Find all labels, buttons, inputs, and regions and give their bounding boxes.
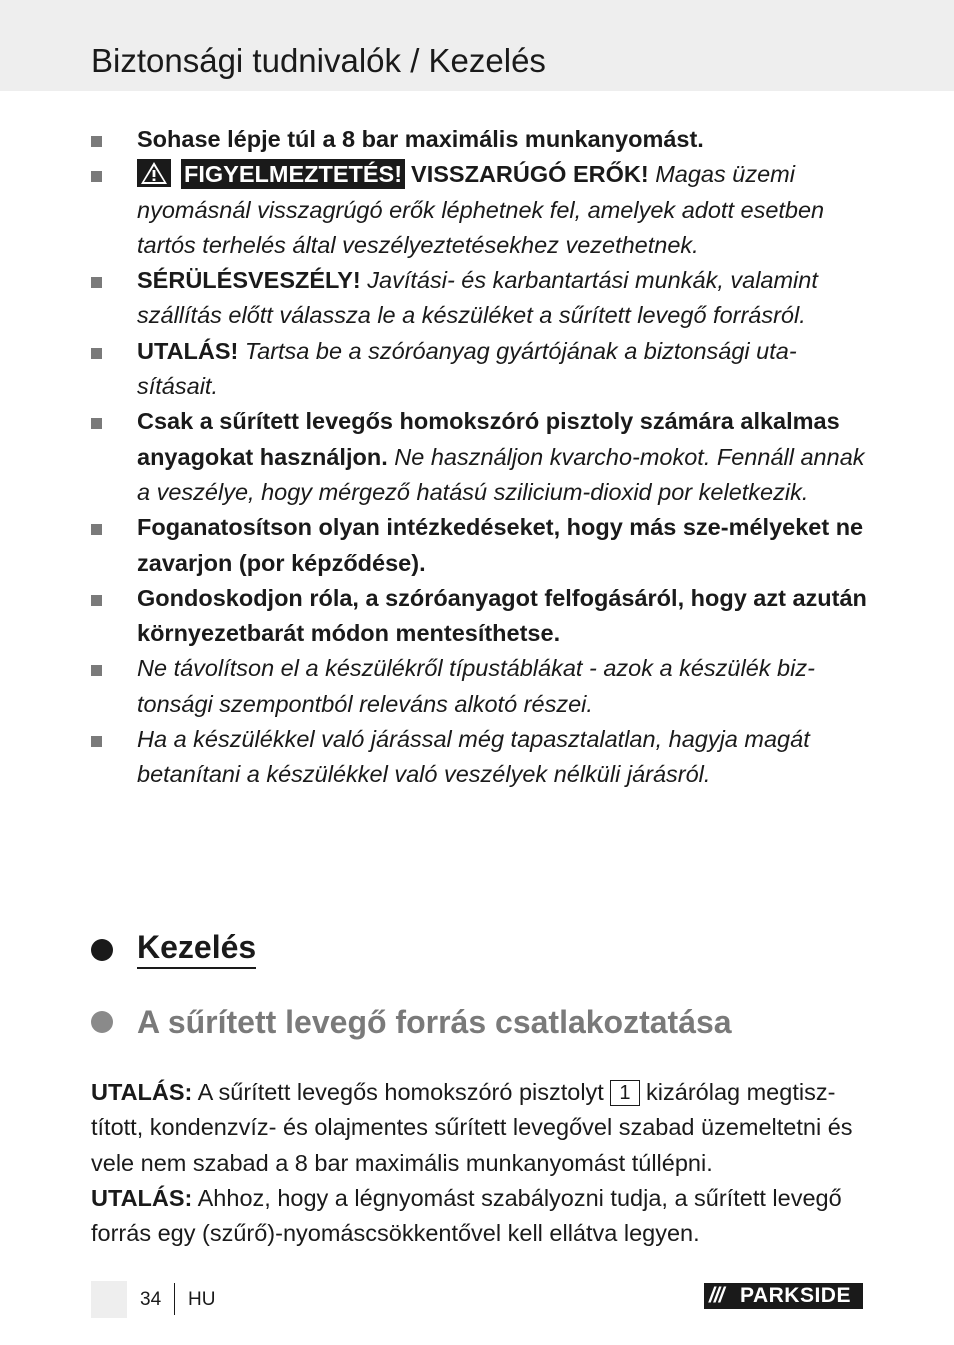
- bullet-italic-text: Ne használjon kvarcho-mokot. Fennáll annak a veszélye, hogy mérgező hatású szilicium-dioxid por keletkezik.: [137, 443, 865, 505]
- bullet-square-icon: [91, 595, 102, 606]
- part-reference-box: 1: [610, 1080, 639, 1106]
- logo-slashes: ///: [709, 1284, 724, 1307]
- list-item: [91, 651, 871, 722]
- bullet-bold-text: Gondoskodjon róla, a szóróanyagot felfogásáról, hogy azt azután környezetbarát módon mentesíthetse.: [137, 584, 867, 647]
- section-dot-icon: [91, 1011, 113, 1033]
- bullet-square-icon: [91, 171, 102, 182]
- bullet-italic-text: Javítási- és karbantartási munkák, valamint szállítás előtt válassza le a készüléket a sűrített levegő forrásról.: [137, 267, 818, 329]
- note-text: Ahhoz, hogy a légnyomást szabályozni tudja, a sűrített levegő forrás egy (szűrő)-nyomáscsökkentővel kell ellátva legyen.: [91, 1184, 842, 1247]
- bullet-italic-text: Magas üzemi nyomásnál visszagrúgó erők léphetnek fel, amelyek adott esetben tartós terhelés által veszélyeztetésekhez vezethetnek.: [137, 161, 825, 258]
- note-text: A sűrített levegős homokszóró pisztolyt: [197, 1079, 604, 1105]
- warning-label: FIGYELMEZTETÉS!: [181, 159, 405, 189]
- bullet-bold-text: Sohase lépje túl a 8 bar maximális munkanyomást.: [137, 126, 704, 152]
- bullet-square-icon: [91, 665, 102, 676]
- bullet-square-icon: [91, 524, 102, 535]
- bullet-square-icon: [91, 277, 102, 288]
- list-item: [91, 263, 871, 334]
- bullet-bold-text: SÉRÜLÉSVESZÉLY!: [137, 267, 361, 294]
- bullet-square-icon: [91, 136, 102, 147]
- section-title: A sűrített levegő forrás csatlakoztatása: [137, 1004, 732, 1040]
- page-title: Biztonsági tudnivalók / Kezelés: [91, 42, 546, 79]
- footer-divider: [174, 1283, 175, 1315]
- page-number: 34: [140, 1289, 162, 1310]
- bullet-italic-text: Ne távolítson el a készülékről típustáblákat - azok a készülék biz-tonsági szempontból releváns alkotó részei.: [137, 655, 815, 717]
- body-paragraph: [91, 1075, 871, 1251]
- note-label: UTALÁS:: [91, 1079, 193, 1105]
- list-item: [91, 581, 871, 652]
- note-text: kizárólag megtisz-tított, kondenzvíz- és olajmentes sűrített levegővel szabad üzemeltetni és vele nem szabad a 8 bar maximális munkanyomást túllépni.: [91, 1079, 853, 1176]
- page-header: [0, 0, 954, 91]
- bullet-square-icon: [91, 348, 102, 359]
- bullet-italic-text: Ha a készülékkel való járással még tapasztalatlan, hagyja magát betanítani a készülékkel való veszélyek nélküli járásról.: [137, 726, 810, 788]
- warning-triangle-icon: [137, 159, 171, 187]
- footer-marker: [91, 1281, 127, 1318]
- list-item: [91, 157, 871, 263]
- bullet-bold-text: UTALÁS!: [137, 337, 239, 364]
- note-label: UTALÁS:: [91, 1184, 193, 1211]
- language-code: HU: [188, 1289, 216, 1310]
- list-item: [91, 510, 871, 581]
- bullet-square-icon: [91, 418, 102, 429]
- section-title: Kezelés: [137, 927, 256, 969]
- bullet-bold-text: Csak a sűrített levegős homokszóró pisztoly számára alkalmas anyagokat használjon.: [137, 408, 840, 470]
- section-dot-icon: [91, 939, 113, 961]
- bullet-bold-text: VISSZARÚGÓ ERŐK!: [411, 161, 649, 188]
- logo-text: PARKSIDE: [740, 1284, 851, 1307]
- bullet-italic-text: Tartsa be a szóróanyag gyártójának a biztonsági uta-sításait.: [137, 337, 797, 400]
- bullet-bold-text: Foganatosítson olyan intézkedéseket, hogy más sze-mélyeket ne zavarjon (por képződése).: [137, 514, 864, 576]
- list-item: [91, 122, 871, 157]
- bullet-square-icon: [91, 736, 102, 747]
- list-item: [91, 334, 871, 405]
- list-item: [91, 722, 871, 793]
- list-item: [91, 404, 871, 510]
- parkside-logo: [704, 1283, 863, 1309]
- safety-list: [91, 122, 871, 793]
